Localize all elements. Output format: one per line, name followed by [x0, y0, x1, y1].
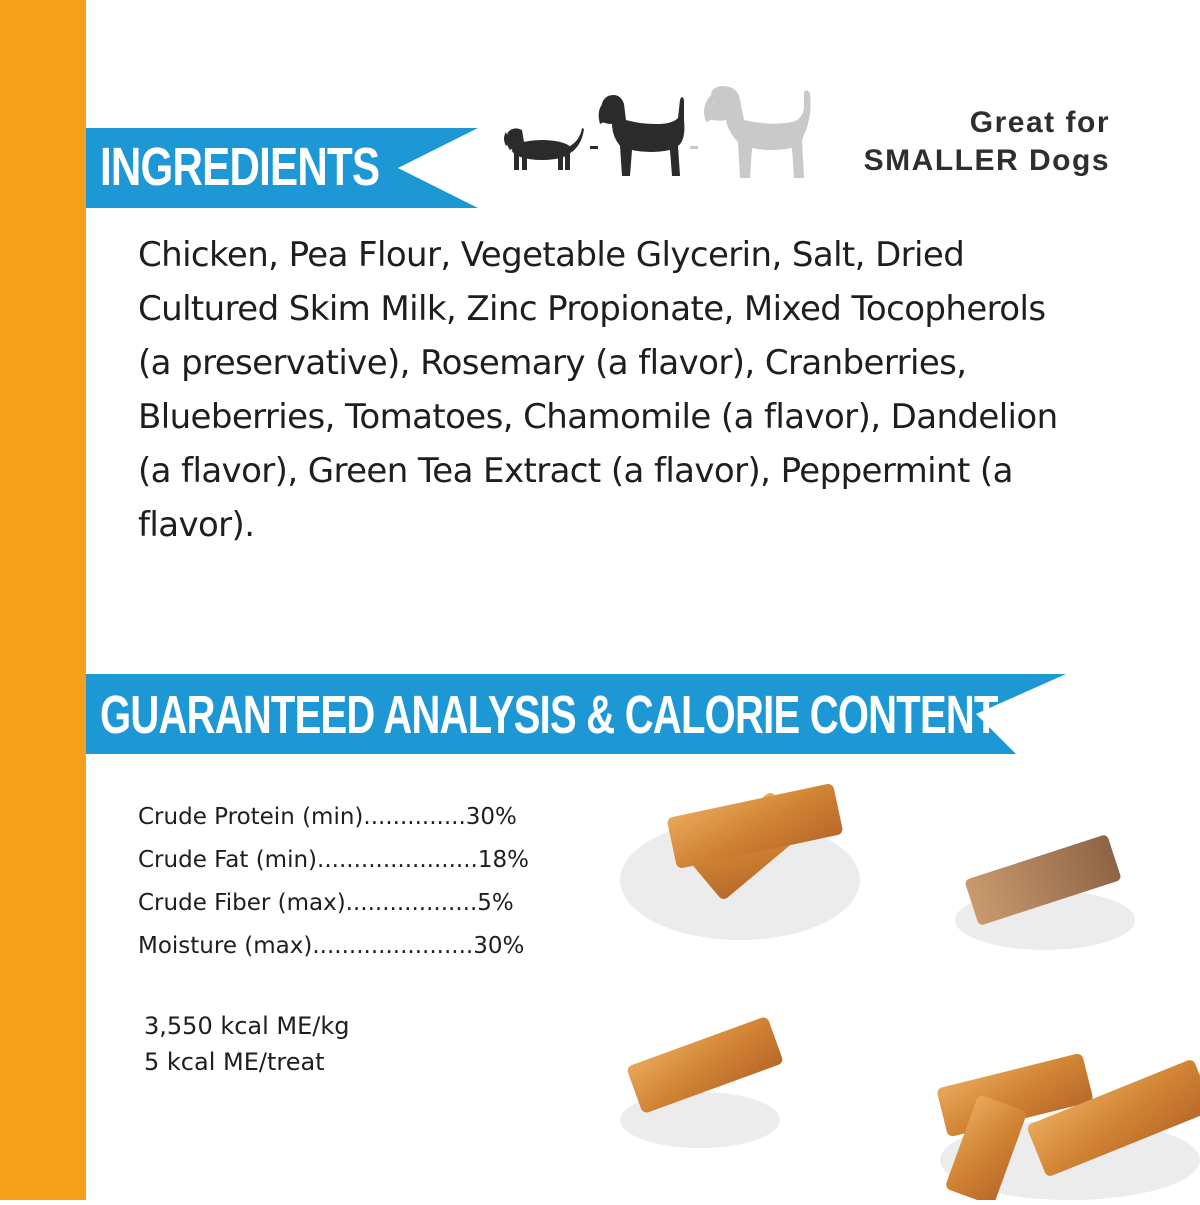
ingredients-banner	[86, 128, 478, 208]
analysis-row-fat: Crude Fat (min)......................18%	[138, 847, 529, 873]
analysis-heading: GUARANTEED ANALYSIS & CALORIE CONTENT	[100, 685, 998, 745]
guaranteed-analysis-table	[138, 796, 598, 968]
analysis-row-moisture: Moisture (max)......................30%	[138, 933, 525, 959]
analysis-row-fiber: Crude Fiber (max)..................5%	[138, 890, 514, 916]
medium-dog-icon	[599, 95, 685, 176]
side-stripe	[0, 0, 86, 1200]
size-badge-line2: SMALLER Dogs	[863, 144, 1110, 177]
small-dog-icon	[504, 128, 584, 170]
treat-pieces-image	[600, 770, 1200, 1200]
calorie-per-kg: 3,550 kcal ME/kg	[144, 1012, 350, 1040]
size-badge-line1: Great for	[969, 106, 1110, 139]
calorie-per-treat: 5 kcal ME/treat	[144, 1048, 325, 1076]
size-badge	[810, 104, 1110, 180]
dog-size-icons	[500, 80, 820, 182]
calorie-content	[144, 1008, 350, 1080]
ingredients-list: Chicken, Pea Flour, Vegetable Glycerin, Salt, Dried Cultured Skim Milk, Zinc Propionate, Mixed Tocopherols (a preservative), Rosemary (a flavor), Cranberries, Blueberries, Tomatoes, Chamomile (a flavor), Dandelion (a flavor), Green Tea Extract (a flavor), Peppermint (a flavor).	[138, 235, 1058, 545]
analysis-banner	[86, 674, 1066, 754]
large-dog-icon	[704, 86, 811, 178]
analysis-row-protein: Crude Protein (min)..............30%	[138, 804, 517, 830]
ingredients-heading: INGREDIENTS	[100, 137, 380, 197]
